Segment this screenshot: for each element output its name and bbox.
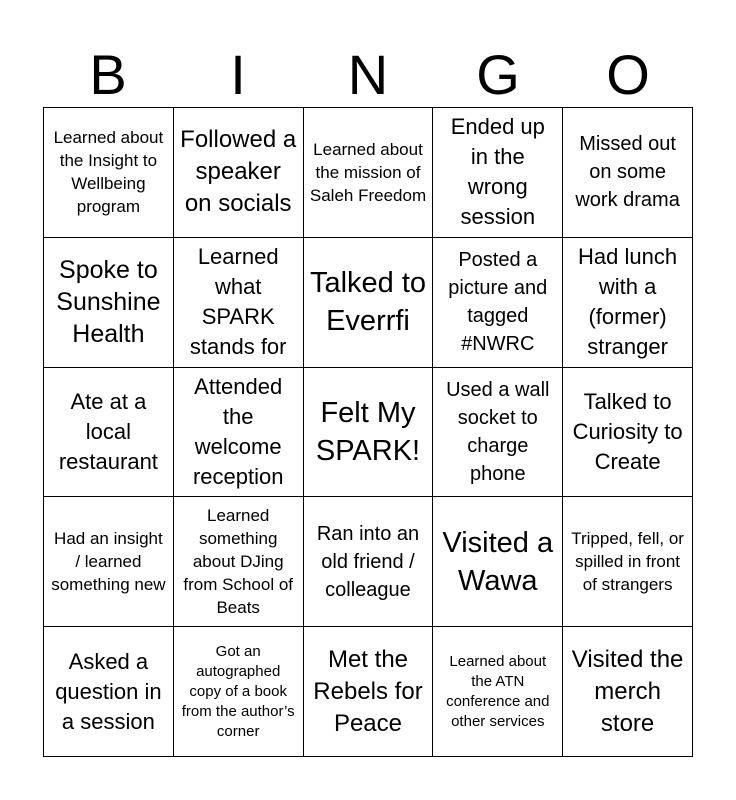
bingo-cell-text: Asked a question in a session [55, 648, 162, 734]
bingo-cell-text: Visited the merch store [571, 645, 684, 737]
bingo-cell[interactable] [44, 238, 174, 368]
bingo-cell-text: Talked to Everrfi [309, 267, 427, 338]
bingo-cell-text: Learned something about DJing from School of Beats [183, 506, 293, 618]
bingo-cell[interactable] [563, 368, 693, 498]
bingo-cell-text: Followed a speaker on socials [180, 126, 297, 218]
bingo-cell[interactable] [44, 497, 174, 627]
header-letter-o: O [606, 43, 650, 106]
bingo-cell[interactable] [433, 627, 563, 757]
bingo-cell-text: Learned about the Insight to Wellbeing program [53, 128, 164, 217]
bingo-cell-text: Ate at a local restaurant [58, 388, 158, 474]
bingo-cell-text: Met the Rebels for Peace [313, 645, 423, 737]
bingo-cell[interactable] [304, 627, 434, 757]
bingo-cell-text: Tripped, fell, or spilled in front of strangers [571, 529, 684, 595]
header-letter-g: G [476, 43, 520, 106]
bingo-cell-text: Posted a picture and tagged #NWRC [448, 249, 548, 356]
bingo-cell[interactable] [563, 108, 693, 238]
bingo-cell[interactable] [304, 368, 434, 498]
bingo-cell[interactable] [44, 368, 174, 498]
bingo-cell[interactable] [174, 238, 304, 368]
bingo-cell-text: Had an insight / learned something new [51, 529, 166, 595]
bingo-cell[interactable] [563, 497, 693, 627]
bingo-cell[interactable] [433, 238, 563, 368]
bingo-cell[interactable] [563, 238, 693, 368]
header-letter-n: N [347, 43, 389, 106]
bingo-cell-text: Learned what SPARK stands for [189, 244, 287, 360]
bingo-header [43, 40, 693, 110]
bingo-cell-text: Visited a Wawa [442, 526, 554, 597]
bingo-cell[interactable] [433, 497, 563, 627]
bingo-cell-text: Spoke to Sunshine Health [56, 256, 161, 349]
bingo-cell[interactable] [304, 108, 434, 238]
bingo-cell[interactable] [304, 238, 434, 368]
header-letter-b: B [89, 43, 127, 106]
bingo-cell[interactable] [433, 108, 563, 238]
bingo-cell-text: Missed out on some work drama [575, 133, 680, 212]
bingo-cell-text: Talked to Curiosity to Create [572, 388, 683, 474]
bingo-cell-text: Ran into an old friend / colleague [316, 522, 420, 601]
bingo-cell[interactable] [433, 368, 563, 498]
bingo-cell-text: Got an autographed copy of a book from the author’s corner [181, 642, 295, 740]
bingo-cell-text: Learned about the ATN conference and other services [446, 652, 550, 730]
bingo-cell-text: Ended up in the wrong session [450, 114, 545, 230]
bingo-cell-text: Learned about the mission of Saleh Freedom [309, 139, 427, 205]
bingo-cell[interactable] [304, 497, 434, 627]
bingo-cell[interactable] [563, 627, 693, 757]
bingo-cell-text: Used a wall socket to charge phone [446, 378, 550, 485]
bingo-cell[interactable] [174, 368, 304, 498]
bingo-cell[interactable] [174, 108, 304, 238]
bingo-cell[interactable] [174, 497, 304, 627]
bingo-cell-text: Felt My SPARK! [315, 396, 421, 467]
bingo-cell-text: Attended the welcome reception [192, 373, 284, 489]
bingo-cell[interactable] [44, 627, 174, 757]
bingo-cell[interactable] [44, 108, 174, 238]
header-letter-i: I [230, 43, 246, 106]
bingo-cell[interactable] [174, 627, 304, 757]
bingo-cell-text: Had lunch with a (former) stranger [578, 244, 678, 360]
bingo-board [43, 107, 693, 757]
